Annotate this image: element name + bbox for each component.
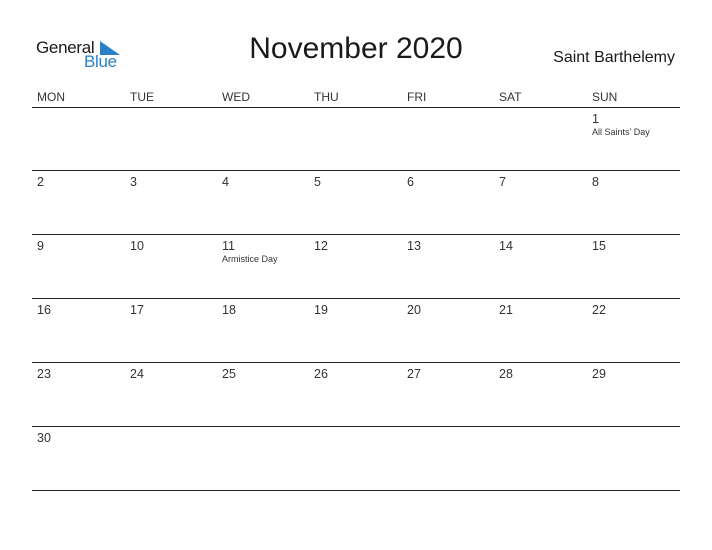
day-cell bbox=[592, 367, 684, 381]
day-number: 22 bbox=[592, 303, 606, 317]
day-number: 19 bbox=[314, 303, 328, 317]
day-cell bbox=[499, 175, 591, 189]
week-row bbox=[32, 427, 680, 491]
week-row bbox=[32, 363, 680, 427]
day-number: 28 bbox=[499, 367, 513, 381]
logo-blue-text: Blue bbox=[84, 52, 117, 71]
day-number: 5 bbox=[314, 175, 321, 189]
day-number: 27 bbox=[407, 367, 421, 381]
calendar-grid bbox=[32, 88, 680, 491]
day-cell bbox=[37, 367, 129, 381]
day-number: 10 bbox=[130, 239, 144, 253]
holiday-label: All Saints' Day bbox=[592, 127, 650, 137]
page-title: November 2020 bbox=[249, 32, 463, 65]
day-number: 6 bbox=[407, 175, 414, 189]
day-cell bbox=[407, 175, 499, 189]
day-cell bbox=[130, 239, 222, 253]
day-number: 15 bbox=[592, 239, 606, 253]
region-name: Saint Barthelemy bbox=[553, 49, 675, 66]
logo-general-text: General bbox=[36, 38, 95, 57]
day-number: 4 bbox=[222, 175, 229, 189]
weekday-sat: SAT bbox=[499, 90, 522, 104]
holiday-label: Armistice Day bbox=[222, 254, 278, 264]
day-cell bbox=[314, 175, 406, 189]
calendar-header bbox=[0, 0, 712, 90]
day-cell bbox=[130, 303, 222, 317]
day-number: 3 bbox=[130, 175, 137, 189]
day-number: 25 bbox=[222, 367, 236, 381]
day-cell bbox=[130, 175, 222, 189]
day-cell bbox=[499, 367, 591, 381]
day-cell bbox=[222, 303, 314, 317]
weekday-fri: FRI bbox=[407, 90, 427, 104]
day-cell bbox=[592, 175, 684, 189]
day-cell bbox=[37, 303, 129, 317]
day-cell bbox=[499, 239, 591, 253]
day-number: 20 bbox=[407, 303, 421, 317]
week-row bbox=[32, 235, 680, 299]
day-number: 14 bbox=[499, 239, 513, 253]
day-cell bbox=[592, 303, 684, 317]
day-cell bbox=[592, 239, 684, 253]
week-row bbox=[32, 299, 680, 363]
weekday-wed: WED bbox=[222, 90, 250, 104]
week-row bbox=[32, 171, 680, 235]
day-number: 9 bbox=[37, 239, 44, 253]
day-cell bbox=[314, 367, 406, 381]
day-number: 23 bbox=[37, 367, 51, 381]
day-cell bbox=[37, 175, 129, 189]
day-number: 1 bbox=[592, 112, 599, 126]
day-cell bbox=[130, 367, 222, 381]
day-number: 24 bbox=[130, 367, 144, 381]
day-number: 11 bbox=[222, 239, 235, 253]
weekday-header-row bbox=[32, 88, 680, 108]
weekday-mon: MON bbox=[37, 90, 65, 104]
day-number: 7 bbox=[499, 175, 506, 189]
day-number: 17 bbox=[130, 303, 144, 317]
weekday-thu: THU bbox=[314, 90, 339, 104]
day-cell bbox=[407, 367, 499, 381]
day-number: 2 bbox=[37, 175, 44, 189]
week-row bbox=[32, 108, 680, 171]
day-number: 18 bbox=[222, 303, 236, 317]
weekday-tue: TUE bbox=[130, 90, 154, 104]
weekday-sun: SUN bbox=[592, 90, 618, 104]
day-number: 12 bbox=[314, 239, 328, 253]
day-cell bbox=[222, 239, 314, 264]
day-cell bbox=[222, 175, 314, 189]
day-number: 13 bbox=[407, 239, 421, 253]
day-cell bbox=[37, 239, 129, 253]
day-number: 29 bbox=[592, 367, 606, 381]
day-cell bbox=[592, 112, 684, 137]
day-cell bbox=[222, 367, 314, 381]
day-number: 30 bbox=[37, 431, 51, 445]
day-number: 8 bbox=[592, 175, 599, 189]
day-number: 16 bbox=[37, 303, 51, 317]
day-cell bbox=[407, 239, 499, 253]
day-cell bbox=[314, 239, 406, 253]
day-number: 21 bbox=[499, 303, 513, 317]
day-cell bbox=[407, 303, 499, 317]
day-number: 26 bbox=[314, 367, 328, 381]
day-cell bbox=[314, 303, 406, 317]
day-cell bbox=[37, 431, 129, 445]
weeks-container bbox=[32, 108, 680, 491]
day-cell bbox=[499, 303, 591, 317]
